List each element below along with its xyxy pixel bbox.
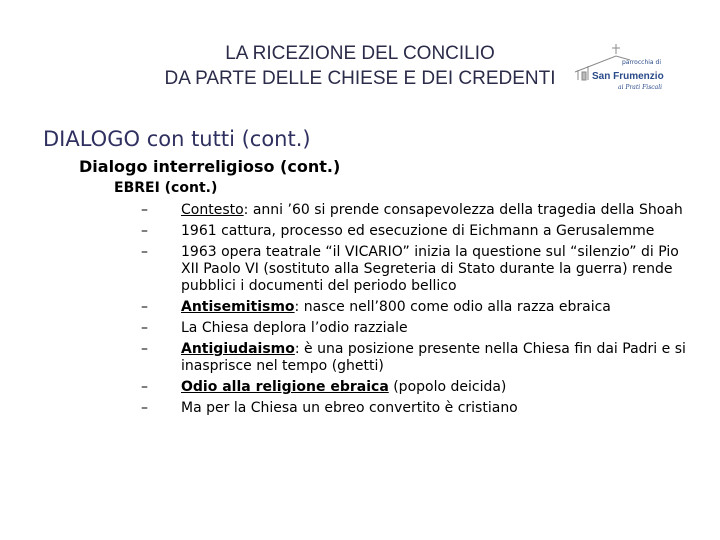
bullet-item xyxy=(141,244,701,295)
bullet-dash: – xyxy=(141,202,148,218)
bullet-item xyxy=(141,341,701,375)
bullet-dash: – xyxy=(141,299,148,315)
title-line-2: DA PARTE DELLE CHIESE E DEI CREDENTI xyxy=(164,68,556,89)
bullet-item xyxy=(141,299,701,316)
bullet-text: Ma per la Chiesa un ebreo convertito è cristiano xyxy=(181,400,518,416)
bullet-item xyxy=(141,400,701,417)
bullet-dash: – xyxy=(141,223,148,239)
bullet-text: 1961 cattura, processo ed esecuzione di Eichmann a Gerusalemme xyxy=(181,223,655,239)
bullet-text: : anni ’60 si prende consapevolezza della tragedia della Shoah xyxy=(243,202,683,218)
bullet-list xyxy=(141,202,701,421)
heading-interreligioso: Dialogo interreligioso (cont.) xyxy=(79,157,341,176)
bullet-dash: – xyxy=(141,400,148,416)
bullet-term: Contesto xyxy=(181,202,244,218)
bullet-text: : è una posizione presente nella Chiesa fin dai Padri e si inasprisce nel tempo (ghetti) xyxy=(181,341,686,374)
heading-ebrei: EBREI (cont.) xyxy=(114,180,218,196)
bullet-item xyxy=(141,223,701,240)
bullet-item xyxy=(141,202,701,219)
bullet-text: 1963 opera teatrale “il VICARIO” inizia la questione sul “silenzio” di Pio XII Paolo VI (sostituto alla Segreteria di Stato durante la guerra) rende pubblici i documenti del periodo bellico xyxy=(181,244,679,294)
bullet-term: Antigiudaismo xyxy=(181,341,295,357)
parish-logo xyxy=(570,42,665,92)
logo-name: San Frumenzio xyxy=(592,71,664,82)
bullet-text: (popolo deicida) xyxy=(388,379,507,395)
logo-sub: ai Prati Fiscali xyxy=(618,84,663,91)
bullet-text: La Chiesa deplora l’odio razziale xyxy=(181,320,408,336)
bullet-dash: – xyxy=(141,379,148,395)
title-line-1: LA RICEZIONE DEL CONCILIO xyxy=(225,43,495,64)
bullet-dash: – xyxy=(141,341,148,357)
bullet-text: : nasce nell’800 come odio alla razza ebraica xyxy=(294,299,611,315)
bullet-dash: – xyxy=(141,320,148,336)
bullet-dash: – xyxy=(141,244,148,260)
bullet-item xyxy=(141,320,701,337)
bullet-term: Odio alla religione ebraica xyxy=(181,379,389,395)
logo-small-text: parrocchia di xyxy=(622,59,661,66)
bullet-term: Antisemitismo xyxy=(181,299,295,315)
bullet-item xyxy=(141,379,701,396)
heading-dialogo: DIALOGO con tutti (cont.) xyxy=(43,127,311,151)
